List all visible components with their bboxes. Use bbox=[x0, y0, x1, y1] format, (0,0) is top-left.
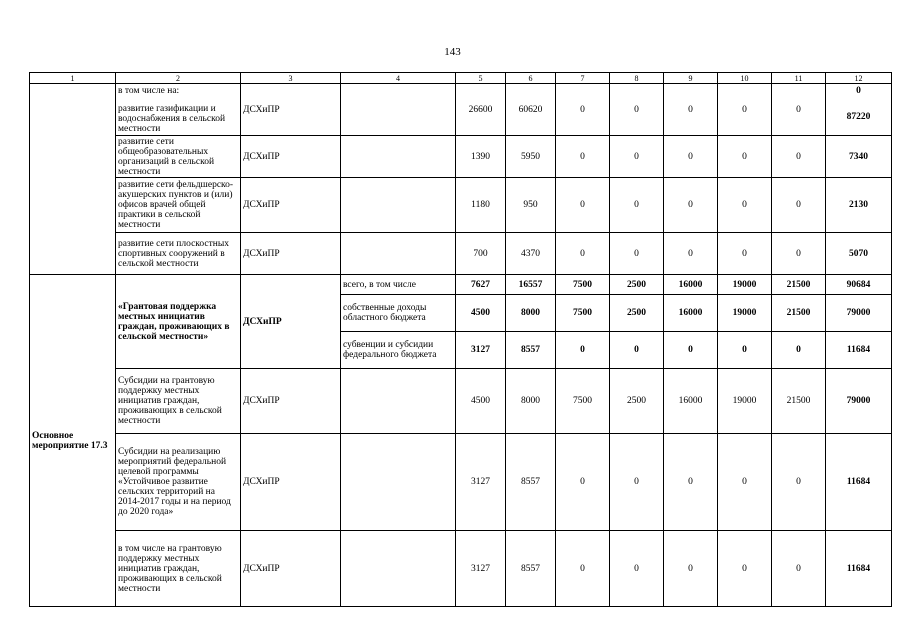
responsible: ДСХиПР bbox=[241, 233, 341, 275]
value-cell: 8557 bbox=[506, 434, 556, 531]
value-cell: 0 bbox=[664, 136, 718, 178]
value-cell: 0 bbox=[610, 178, 664, 233]
value-cell: 4500 bbox=[456, 369, 506, 434]
funding-source: субвенции и субсидии федерального бюджета bbox=[341, 332, 456, 369]
value-cell: 19000 bbox=[718, 295, 772, 332]
intro-total: 0 bbox=[856, 86, 861, 96]
value-cell: 0 bbox=[772, 84, 826, 136]
value-cell: 0 bbox=[772, 531, 826, 607]
column-number: 6 bbox=[506, 73, 556, 84]
value-cell: 0 bbox=[718, 136, 772, 178]
value-cell: 0 bbox=[556, 84, 610, 136]
source-cell bbox=[341, 233, 456, 275]
column-number: 5 bbox=[456, 73, 506, 84]
item-name: в том числе на грантовую поддержку местных инициатив граждан, проживающих в сельской местности bbox=[116, 531, 241, 607]
value-cell: 7500 bbox=[556, 369, 610, 434]
item-name-text: развитие газификации и водоснабжения в сельской местности bbox=[118, 103, 226, 134]
value-cell: 0 bbox=[556, 434, 610, 531]
funding-source: собственные доходы областного бюджета bbox=[341, 295, 456, 332]
total-cell: 79000 bbox=[826, 295, 892, 332]
value-cell: 8000 bbox=[506, 369, 556, 434]
value-cell: 0 bbox=[772, 434, 826, 531]
responsible: ДСХиПР bbox=[241, 275, 341, 369]
value-cell: 5950 bbox=[506, 136, 556, 178]
total-cell: 11684 bbox=[826, 332, 892, 369]
value-cell: 2500 bbox=[610, 369, 664, 434]
responsible: ДСХиПР bbox=[241, 434, 341, 531]
value-cell: 0 bbox=[664, 233, 718, 275]
table-row bbox=[30, 178, 892, 233]
column-number: 1 bbox=[30, 73, 116, 84]
value-cell: 7500 bbox=[556, 295, 610, 332]
value-cell: 8557 bbox=[506, 332, 556, 369]
value-cell: 0 bbox=[772, 233, 826, 275]
column-number: 8 bbox=[610, 73, 664, 84]
funding-source: всего, в том числе bbox=[341, 275, 456, 295]
responsible: ДСХиПР bbox=[241, 136, 341, 178]
value-cell: 0 bbox=[610, 531, 664, 607]
total-cell: 79000 bbox=[826, 369, 892, 434]
column-number-row bbox=[30, 73, 892, 84]
table-row bbox=[30, 369, 892, 434]
value-cell: 0 bbox=[718, 332, 772, 369]
total-cell bbox=[826, 84, 892, 136]
value-cell: 0 bbox=[718, 233, 772, 275]
table-row bbox=[30, 233, 892, 275]
intro-label: в том числе на: bbox=[118, 85, 180, 96]
value-cell: 19000 bbox=[718, 275, 772, 295]
value-cell: 0 bbox=[664, 84, 718, 136]
responsible: ДСХиПР bbox=[241, 84, 341, 136]
source-cell bbox=[341, 84, 456, 136]
value-cell: 16000 bbox=[664, 369, 718, 434]
total-cell: 11684 bbox=[826, 434, 892, 531]
table-row bbox=[30, 434, 892, 531]
value-cell: 0 bbox=[664, 434, 718, 531]
value-cell: 21500 bbox=[772, 275, 826, 295]
value-cell: 0 bbox=[772, 332, 826, 369]
table-row bbox=[30, 84, 892, 136]
value-cell: 0 bbox=[664, 178, 718, 233]
value-cell: 8000 bbox=[506, 295, 556, 332]
table-row bbox=[30, 275, 892, 295]
responsible: ДСХиПР bbox=[241, 178, 341, 233]
column-number: 11 bbox=[772, 73, 826, 84]
source-cell bbox=[341, 531, 456, 607]
value-cell: 26600 bbox=[456, 84, 506, 136]
value-cell: 0 bbox=[664, 332, 718, 369]
value-cell: 0 bbox=[610, 136, 664, 178]
value-cell: 16000 bbox=[664, 295, 718, 332]
value-cell: 0 bbox=[772, 136, 826, 178]
activity-code: Основное мероприятие 17.3 bbox=[30, 275, 116, 607]
value-cell: 0 bbox=[556, 531, 610, 607]
responsible: ДСХиПР bbox=[241, 369, 341, 434]
total-cell: 5070 bbox=[826, 233, 892, 275]
value-cell: 0 bbox=[718, 178, 772, 233]
total-cell: 7340 bbox=[826, 136, 892, 178]
item-name: развитие сети общеобразовательных организаций в сельской местности bbox=[116, 136, 241, 178]
source-cell bbox=[341, 178, 456, 233]
value-cell: 21500 bbox=[772, 295, 826, 332]
value-cell: 3127 bbox=[456, 531, 506, 607]
total-cell: 2130 bbox=[826, 178, 892, 233]
value-cell: 0 bbox=[772, 178, 826, 233]
value-cell: 7500 bbox=[556, 275, 610, 295]
total-cell: 11684 bbox=[826, 531, 892, 607]
budget-table bbox=[29, 72, 892, 607]
value-cell: 700 bbox=[456, 233, 506, 275]
value-cell: 0 bbox=[610, 84, 664, 136]
value-cell: 8557 bbox=[506, 531, 556, 607]
item-name: Субсидии на грантовую поддержку местных инициатив граждан, проживающих в сельской местности bbox=[116, 369, 241, 434]
value-cell: 0 bbox=[556, 233, 610, 275]
value-cell: 950 bbox=[506, 178, 556, 233]
value-cell: 0 bbox=[610, 434, 664, 531]
total-cell: 90684 bbox=[826, 275, 892, 295]
column-number: 4 bbox=[341, 73, 456, 84]
value-cell: 16557 bbox=[506, 275, 556, 295]
value-cell: 16000 bbox=[664, 275, 718, 295]
responsible: ДСХиПР bbox=[241, 531, 341, 607]
activity-title: «Грантовая поддержка местных инициатив граждан, проживающих в сельской местности» bbox=[116, 275, 241, 369]
value-cell: 4370 bbox=[506, 233, 556, 275]
column-number: 10 bbox=[718, 73, 772, 84]
value-cell: 0 bbox=[664, 531, 718, 607]
item-name: развитие сети плоскостных спортивных сооружений в сельской местности bbox=[116, 233, 241, 275]
item-name: развитие сети фельдшерско-акушерских пунктов и (или) офисов врачей общей практики в сельской местности bbox=[116, 178, 241, 233]
value-cell: 2500 bbox=[610, 275, 664, 295]
value-cell: 0 bbox=[556, 178, 610, 233]
value-cell: 0 bbox=[610, 233, 664, 275]
source-cell bbox=[341, 369, 456, 434]
table-row bbox=[30, 136, 892, 178]
item-name: Субсидии на реализацию мероприятий федеральной целевой программы «Устойчивое развитие сельских территорий на 2014-2017 годы и на период до 2020 года» bbox=[116, 434, 241, 531]
column-number: 12 bbox=[826, 73, 892, 84]
value-cell: 19000 bbox=[718, 369, 772, 434]
value-cell: 1180 bbox=[456, 178, 506, 233]
value-cell: 7627 bbox=[456, 275, 506, 295]
table-row bbox=[30, 531, 892, 607]
value-cell: 0 bbox=[610, 332, 664, 369]
value-cell: 2500 bbox=[610, 295, 664, 332]
value-cell: 60620 bbox=[506, 84, 556, 136]
column-number: 2 bbox=[116, 73, 241, 84]
value-cell: 0 bbox=[718, 434, 772, 531]
empty-cell bbox=[30, 84, 116, 275]
value-cell: 1390 bbox=[456, 136, 506, 178]
source-cell bbox=[341, 434, 456, 531]
value-cell: 3127 bbox=[456, 434, 506, 531]
value-cell: 0 bbox=[556, 332, 610, 369]
page-number: 143 bbox=[444, 46, 461, 58]
value-cell: 4500 bbox=[456, 295, 506, 332]
value-cell: 0 bbox=[718, 84, 772, 136]
column-number: 3 bbox=[241, 73, 341, 84]
total-value: 87220 bbox=[846, 112, 871, 122]
column-number: 7 bbox=[556, 73, 610, 84]
value-cell: 21500 bbox=[772, 369, 826, 434]
value-cell: 3127 bbox=[456, 332, 506, 369]
value-cell: 0 bbox=[718, 531, 772, 607]
column-number: 9 bbox=[664, 73, 718, 84]
value-cell: 0 bbox=[556, 136, 610, 178]
item-name bbox=[116, 84, 241, 136]
source-cell bbox=[341, 136, 456, 178]
